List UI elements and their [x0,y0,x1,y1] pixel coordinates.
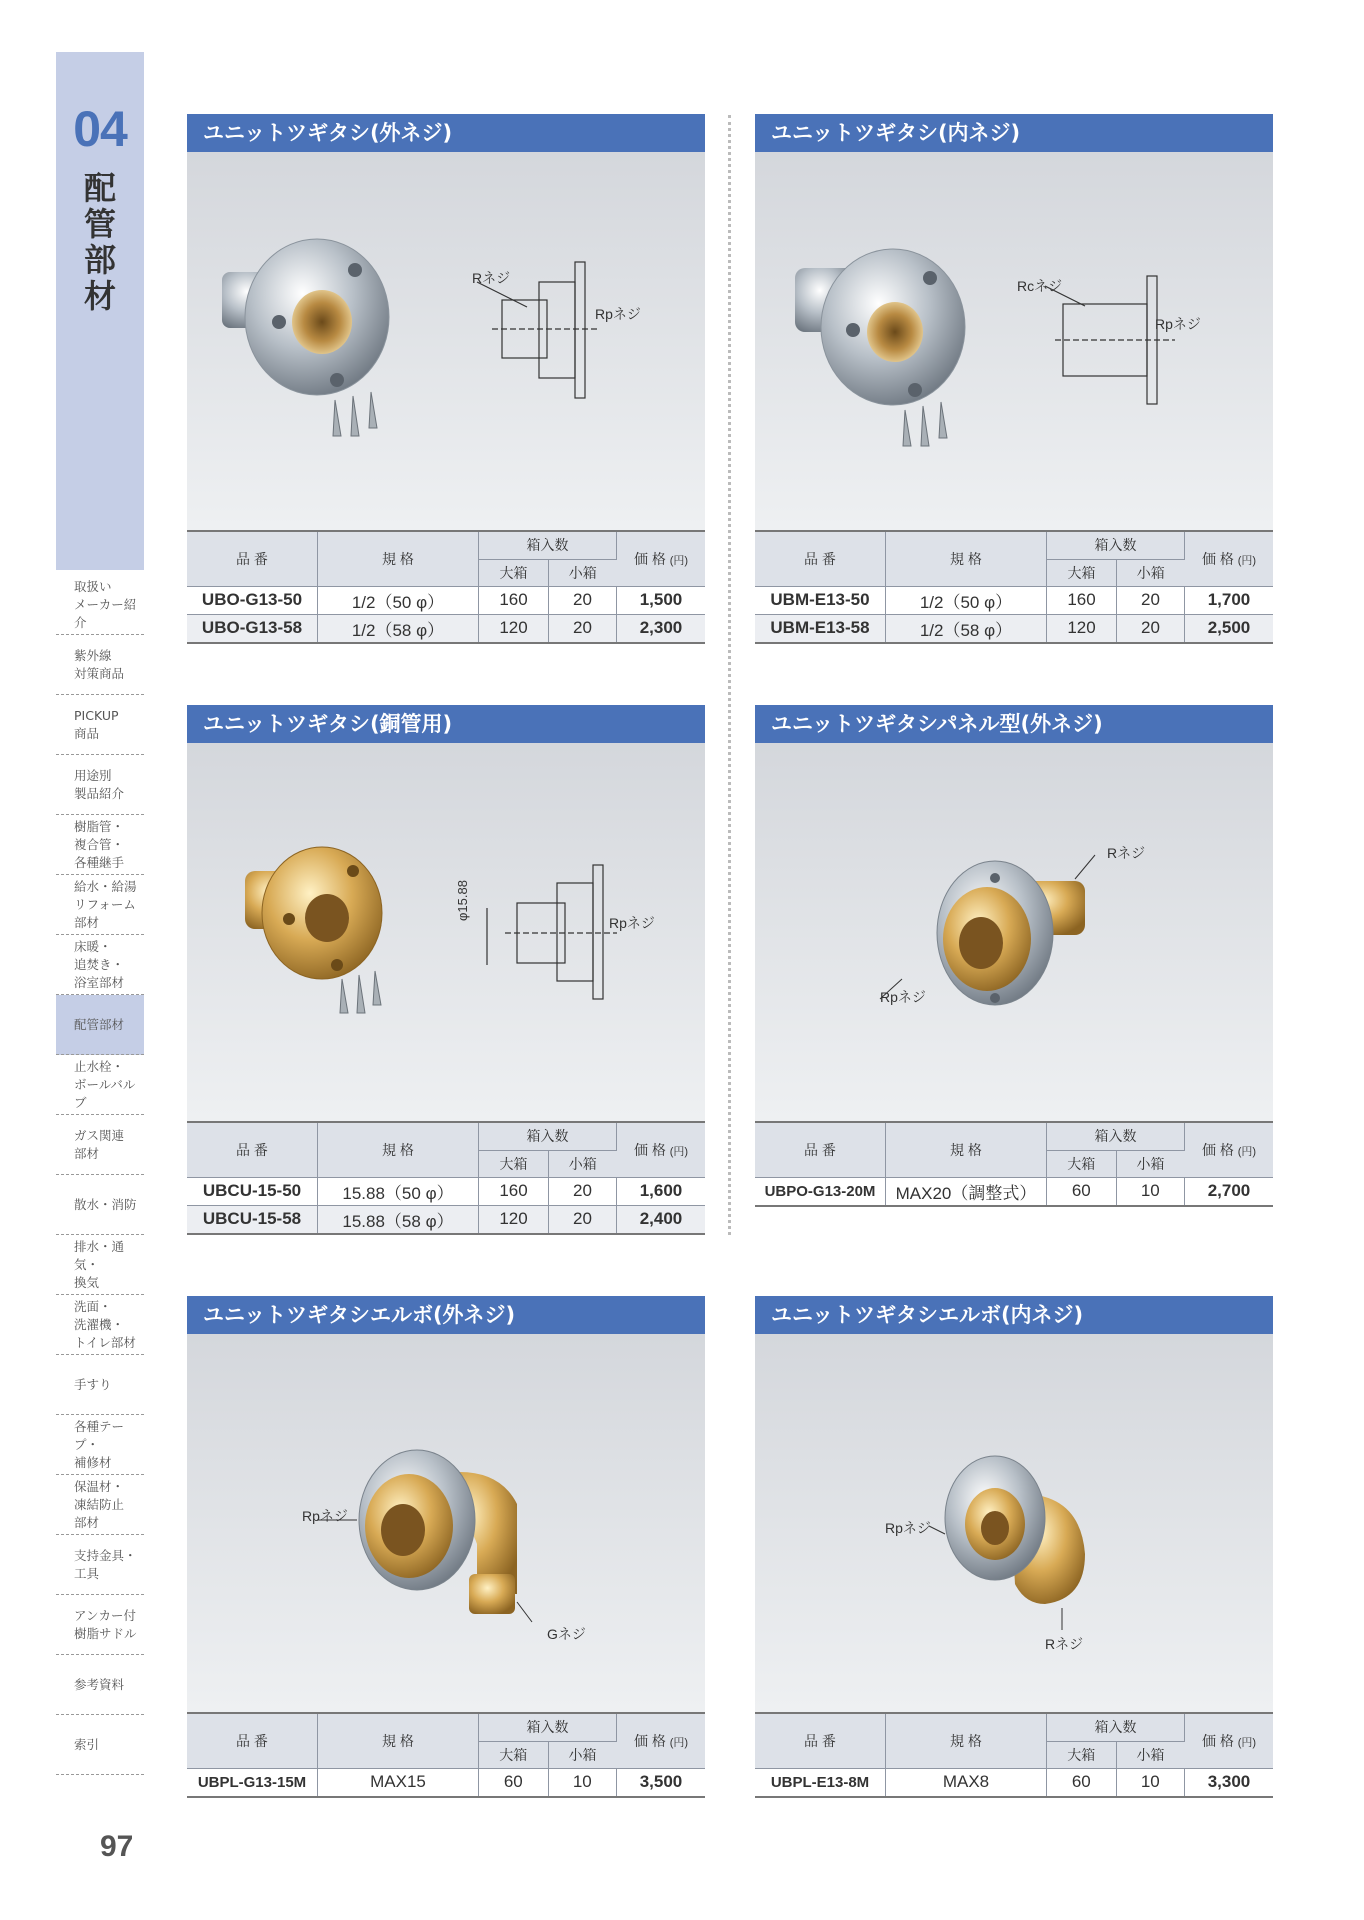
col-price-unit: (円) [669,1736,689,1749]
col-price-unit: (円) [669,1145,689,1158]
small-box-qty: 10 [548,1768,616,1797]
col-box: 箱入数 [479,1713,617,1741]
table-row [755,586,1273,614]
thread-label: Rcネジ [1017,278,1063,294]
product-photo [755,743,1273,1121]
nav-item-drain[interactable]: 排水・通気・ 換気 [56,1235,144,1295]
thread-label: Rpネジ [609,915,655,931]
panel-fitting-image [755,743,1273,1121]
col-price-unit: (円) [669,554,689,567]
spec-table [755,1712,1273,1798]
product-photo [187,152,705,530]
product-code: UBO-G13-58 [187,614,318,643]
nav-item-gas[interactable]: ガス関連 部材 [56,1115,144,1175]
large-box-qty: 60 [479,1768,549,1797]
col-spec: 規 格 [318,531,479,586]
thread-label: Rpネジ [1155,316,1201,332]
col-price-label: 価 格 [633,550,666,567]
nav-item-tape[interactable]: 各種テープ・ 補修材 [56,1415,144,1475]
spec-table [187,1121,705,1235]
chapter-title [56,170,144,314]
nav-item-resin-pipe[interactable]: 樹脂管・ 複合管・ 各種継手 [56,815,144,875]
nav-item-uv[interactable]: 紫外線 対策商品 [56,635,144,695]
nav-item-index[interactable]: 索引 [56,1715,144,1775]
nav-item-reference[interactable]: 参考資料 [56,1655,144,1715]
col-code: 品 番 [755,1122,886,1177]
col-price [617,1122,706,1177]
product-panel [755,1296,1273,1798]
large-box-qty: 60 [1047,1768,1117,1797]
col-price [1185,531,1274,586]
table-row [187,1768,705,1797]
col-small-box: 小箱 [548,1741,616,1768]
col-small-box: 小箱 [549,1150,617,1177]
thread-label: Rpネジ [880,989,926,1005]
col-code: 品 番 [187,1713,318,1768]
product-code: UBPL-G13-15M [187,1768,318,1797]
product-price: 2,700 [1185,1177,1274,1206]
product-title: ユニットツギタシエルボ(内ネジ) [755,1296,1273,1334]
chapter-tab [56,52,144,570]
col-price-label: 価 格 [633,1732,666,1749]
col-price [1185,1713,1274,1768]
product-photo [755,1334,1273,1712]
chapter-title-char: 材 [83,277,116,315]
thread-label: Rpネジ [885,1520,931,1536]
col-large-box: 大箱 [479,1150,549,1177]
col-small-box: 小箱 [1116,1741,1184,1768]
col-code: 品 番 [187,531,318,586]
nav-item-handrail[interactable]: 手すり [56,1355,144,1415]
product-code: UBPL-E13-8M [755,1768,886,1797]
large-box-qty: 60 [1047,1177,1117,1206]
col-spec: 規 格 [886,531,1047,586]
table-row [755,614,1273,643]
col-box: 箱入数 [479,531,617,559]
large-box-qty: 120 [1047,614,1117,643]
product-panel [755,114,1273,644]
col-code: 品 番 [755,1713,886,1768]
large-box-qty: 160 [479,1177,549,1205]
col-code: 品 番 [187,1122,318,1177]
product-price: 2,400 [617,1205,706,1234]
product-panel [187,1296,705,1798]
nav-item-washroom[interactable]: 洗面・ 洗濯機・ トイレ部材 [56,1295,144,1355]
product-spec: 15.88（50 φ） [318,1177,479,1205]
col-box: 箱入数 [1047,531,1185,559]
nav-item-insulation[interactable]: 保温材・ 凍結防止 部材 [56,1475,144,1535]
spec-table [187,1712,705,1798]
nav-item-sprinkler[interactable]: 散水・消防 [56,1175,144,1235]
product-title: ユニットツギタシパネル型(外ネジ) [755,705,1273,743]
table-row [187,614,705,643]
product-price: 2,300 [617,614,706,643]
product-title: ユニットツギタシ(銅管用) [187,705,705,743]
col-price-label: 価 格 [1201,1141,1234,1158]
nav-item-water-supply[interactable]: 給水・給湯 リフォーム 部材 [56,875,144,935]
col-spec: 規 格 [886,1122,1047,1177]
thread-label: Rネジ [472,270,511,286]
col-price-unit: (円) [1237,554,1257,567]
small-box-qty: 20 [1117,586,1185,614]
col-code: 品 番 [755,531,886,586]
product-photo [755,152,1273,530]
large-box-qty: 160 [479,586,549,614]
flange-fitting-image [187,152,705,530]
chapter-title-char: 配 [83,169,116,207]
product-spec: 1/2（58 φ） [886,614,1047,643]
nav-item-piping[interactable]: 配管部材 [56,995,144,1055]
nav-item-usage[interactable]: 用途別 製品紹介 [56,755,144,815]
product-panel [187,114,705,644]
product-code: UBPO-G13-20M [755,1177,886,1206]
col-price [1185,1122,1274,1177]
product-code: UBM-E13-58 [755,614,886,643]
column-divider [728,115,731,1235]
nav-item-pickup[interactable]: PICKUP 商品 [56,695,144,755]
col-small-box: 小箱 [1116,1150,1184,1177]
product-price: 2,500 [1185,614,1274,643]
product-spec: 1/2（58 φ） [318,614,479,643]
product-code: UBM-E13-50 [755,586,886,614]
table-row [187,1177,705,1205]
product-photo [187,1334,705,1712]
product-price: 1,600 [617,1177,706,1205]
small-box-qty: 20 [549,614,617,643]
side-navigation [56,575,144,1775]
large-box-qty: 120 [479,614,549,643]
col-large-box: 大箱 [1047,1150,1117,1177]
table-row [755,1177,1273,1206]
product-spec: MAX8 [886,1768,1047,1797]
spec-table [187,530,705,644]
product-title: ユニットツギタシ(内ネジ) [755,114,1273,152]
elbow-fitting-image [755,1334,1273,1712]
col-price-unit: (円) [1237,1145,1257,1158]
small-box-qty: 20 [549,1177,617,1205]
col-large-box: 大箱 [1047,1741,1117,1768]
chapter-title-char: 部 [83,241,116,279]
col-spec: 規 格 [318,1122,479,1177]
col-price-label: 価 格 [1201,550,1234,567]
diameter-label: φ15.88 [455,880,470,921]
thread-label: Rpネジ [302,1508,348,1524]
nav-item-stop-valve[interactable]: 止水栓・ ボールバルブ [56,1055,144,1115]
flange-fitting-image [755,152,1273,530]
col-small-box: 小箱 [1117,559,1185,586]
col-price [617,1713,706,1768]
col-spec: 規 格 [886,1713,1047,1768]
small-box-qty: 10 [1116,1177,1184,1206]
thread-label: Rネジ [1045,1636,1084,1652]
product-code: UBO-G13-50 [187,586,318,614]
col-small-box: 小箱 [549,559,617,586]
product-photo [187,743,705,1121]
small-box-qty: 10 [1116,1768,1184,1797]
thread-label: Rネジ [1107,845,1146,861]
nav-item-floor-heating[interactable]: 床暖・ 追焚き・ 浴室部材 [56,935,144,995]
thread-label: Rpネジ [595,306,641,322]
thread-label: Gネジ [547,1626,586,1642]
large-box-qty: 160 [1047,586,1117,614]
col-large-box: 大箱 [1047,559,1117,586]
small-box-qty: 20 [549,586,617,614]
nav-item-anchor[interactable]: アンカー付 樹脂サドル [56,1595,144,1655]
col-price-unit: (円) [1237,1736,1257,1749]
nav-item-maker[interactable]: 取扱い メーカー紹介 [56,575,144,635]
elbow-fitting-image [187,1334,705,1712]
product-title: ユニットツギタシ(外ネジ) [187,114,705,152]
small-box-qty: 20 [549,1205,617,1234]
product-spec: 1/2（50 φ） [886,586,1047,614]
nav-item-bracket[interactable]: 支持金具・ 工具 [56,1535,144,1595]
table-row [187,586,705,614]
table-row [187,1205,705,1234]
product-spec: 1/2（50 φ） [318,586,479,614]
product-spec: MAX20（調整式） [886,1177,1047,1206]
col-price-label: 価 格 [633,1141,666,1158]
col-box: 箱入数 [479,1122,617,1150]
col-price-label: 価 格 [1201,1732,1234,1749]
chapter-title-char: 管 [83,205,116,243]
small-box-qty: 20 [1117,614,1185,643]
product-price: 1,700 [1185,586,1274,614]
table-row [755,1768,1273,1797]
page-number: 97 [100,1830,134,1863]
chapter-number: 04 [73,101,127,157]
col-price [617,531,706,586]
col-large-box: 大箱 [479,1741,549,1768]
product-spec: 15.88（58 φ） [318,1205,479,1234]
product-code: UBCU-15-50 [187,1177,318,1205]
product-price: 1,500 [617,586,706,614]
col-large-box: 大箱 [479,559,549,586]
spec-table [755,530,1273,644]
spec-table [755,1121,1273,1207]
large-box-qty: 120 [479,1205,549,1234]
product-price: 3,300 [1185,1768,1274,1797]
col-box: 箱入数 [1047,1122,1185,1150]
product-code: UBCU-15-58 [187,1205,318,1234]
product-panel [187,705,705,1235]
product-title: ユニットツギタシエルボ(外ネジ) [187,1296,705,1334]
col-box: 箱入数 [1047,1713,1185,1741]
product-spec: MAX15 [318,1768,479,1797]
product-panel [755,705,1273,1207]
col-spec: 規 格 [318,1713,479,1768]
product-price: 3,500 [617,1768,706,1797]
